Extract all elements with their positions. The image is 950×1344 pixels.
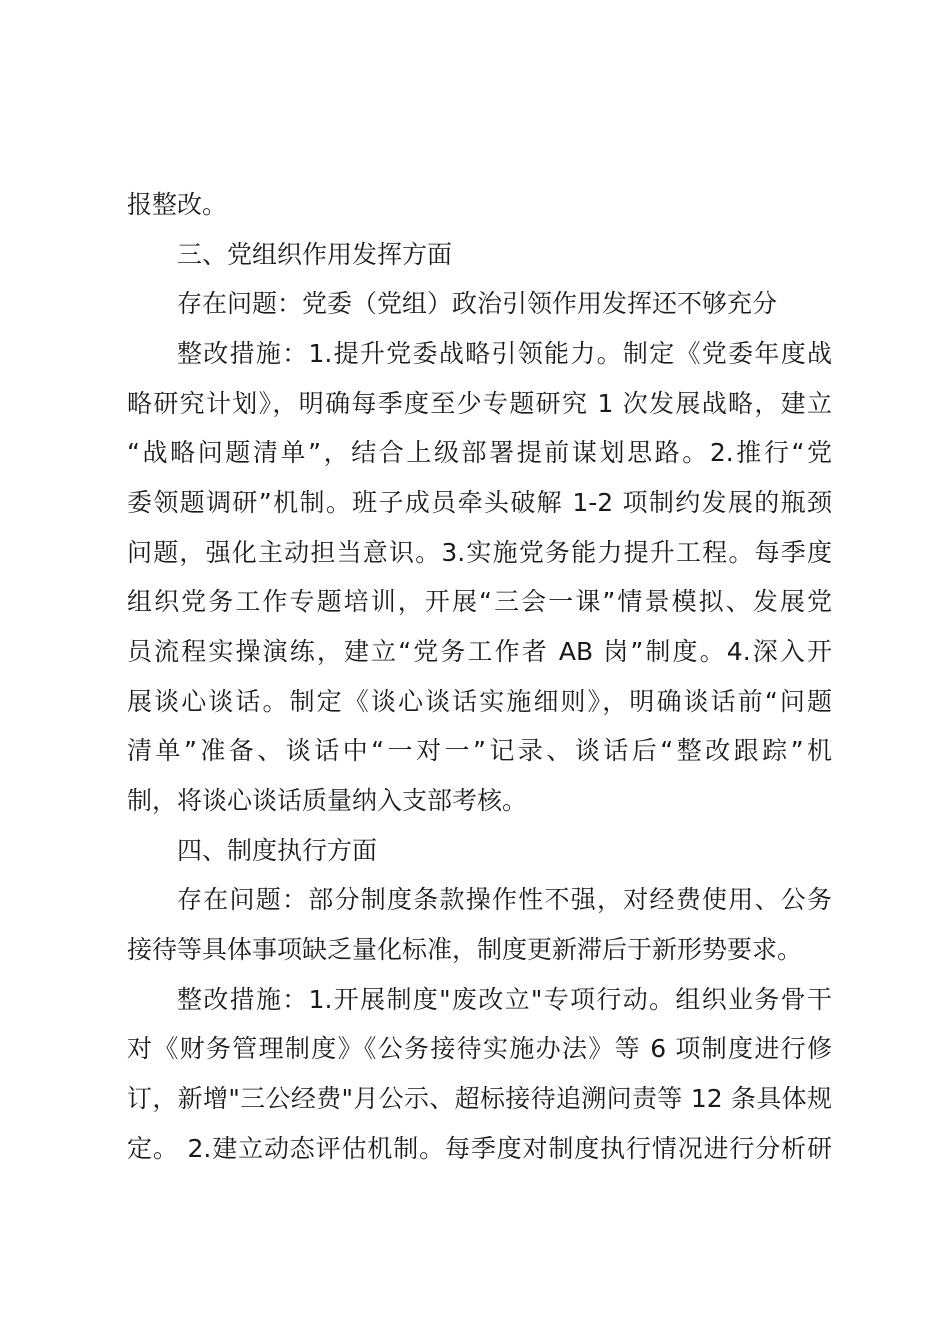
paragraph-line: 展谈心谈话。制定《谈心谈话实施细则》，明确谈话前“问题 bbox=[127, 687, 832, 716]
section-heading: 三、党组织作用发挥方面 bbox=[177, 240, 453, 269]
paragraph-line: 委领题调研”机制。班子成员牵头破解 1-2 项制约发展的瓶颈 bbox=[127, 488, 832, 517]
paragraph-line: 对《财务管理制度》《公务接待实施办法》等 6 项制度进行修 bbox=[127, 1034, 832, 1063]
paragraph-line: 定。 2.建立动态评估机制。每季度对制度执行情况进行分析研 bbox=[127, 1134, 832, 1163]
paragraph-line: 报整改。 bbox=[127, 190, 228, 219]
paragraph-line: 清单”准备、谈话中“一对一”记录、谈话后“整改跟踪”机 bbox=[127, 736, 832, 765]
paragraph-line: 略研究计划》，明确每季度至少专题研究 1 次发展战略，建立 bbox=[127, 389, 832, 418]
paragraph-line: 问题，强化主动担当意识。3.实施党务能力提升工程。每季度 bbox=[127, 538, 832, 567]
paragraph-line: 整改措施：1.开展制度"废改立"专项行动。组织业务骨干 bbox=[177, 985, 832, 1014]
paragraph-line: 员流程实操演练，建立“党务工作者 AB 岗”制度。4.深入开 bbox=[127, 637, 832, 666]
paragraph-line: 接待等具体事项缺乏量化标准，制度更新滞后于新形势要求。 bbox=[127, 935, 803, 964]
paragraph-line: 存在问题：党委（党组）政治引领作用发挥还不够充分 bbox=[177, 289, 778, 318]
paragraph-line: 订，新增"三公经费"月公示、超标接待追溯问责等 12 条具体规 bbox=[127, 1084, 832, 1113]
paragraph-line: “战略问题清单”，结合上级部署提前谋划思路。2.推行“党 bbox=[127, 438, 832, 467]
paragraph-line: 制，将谈心谈话质量纳入支部考核。 bbox=[127, 786, 528, 815]
paragraph-line: 整改措施：1.提升党委战略引领能力。制定《党委年度战 bbox=[177, 339, 832, 368]
paragraph-line: 存在问题：部分制度条款操作性不强，对经费使用、公务 bbox=[177, 885, 832, 914]
paragraph-line: 组织党务工作专题培训，开展“三会一课”情景模拟、发展党 bbox=[127, 587, 832, 616]
section-heading: 四、制度执行方面 bbox=[177, 836, 378, 865]
